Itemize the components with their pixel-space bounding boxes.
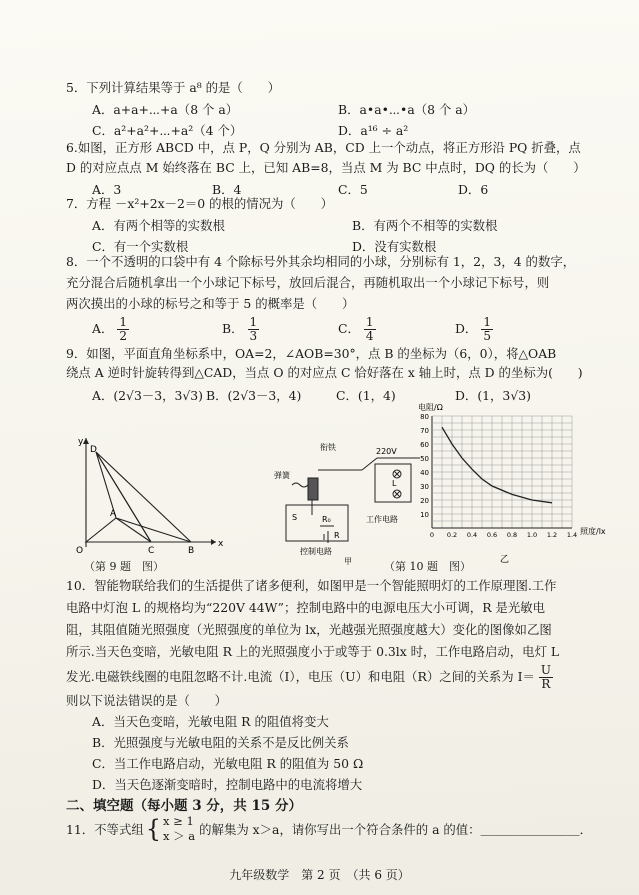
chart-grid (432, 416, 572, 528)
chart-x-tick-label: 1.0 (526, 531, 538, 539)
q8-line3: 两次摸出的小球的标号之和等于 5 的概率是（ ） (66, 296, 355, 311)
q9-line1: 9．如图，平面直角坐标系中，OA=2，∠AOB=30°，点 B 的坐标为（6，0），将△OAB (66, 346, 557, 361)
fig9-caption: （第 9 题 图） (84, 560, 164, 573)
chart-y-tick-label: 30 (420, 483, 429, 491)
figure-10-chart (410, 402, 620, 567)
chart-x-axis-label: 照度/lx (580, 527, 606, 536)
fig10-switch-label: S (292, 513, 298, 522)
q10-option-d: D．当天色逐渐变暗时，控制电路中的电流将增大 (92, 777, 363, 792)
fig9-y-label: y (78, 437, 84, 447)
q5-option-a: A．a+a+⋯+a（8 个 a） (92, 102, 239, 117)
fig9-point-a: A (110, 509, 117, 519)
fig9-point-b: B (188, 546, 195, 556)
page-footer: 九年级数学 第 2 页 （共 6 页） (229, 868, 410, 882)
q10-line2: 电路中灯泡 L 的规格均为“220V 44W”；控制电路中的电源电压大小可调，R 是光敏电 (66, 600, 546, 615)
fig10-r0-label: R₀ (322, 515, 331, 524)
chart-x-tick-label: 0.6 (486, 531, 498, 539)
q11: 11．不等式组 { x ≥ 1 x ＞ a 的解集为 x＞a，请你写出一个符合条件的 a 的值：＿＿＿＿＿＿＿＿． (66, 814, 593, 843)
fig10-iron-label: 衔铁 (320, 443, 336, 452)
q10-option-b: B．光照强度与光敏电阻的关系不是反比例关系 (92, 735, 349, 750)
fig9-point-d: D (90, 445, 97, 455)
q8-option-d: D． $\frac{1}{5}$ (455, 315, 491, 343)
chart-y-tick-label: 10 (420, 511, 429, 519)
figure-9 (66, 432, 226, 572)
chart-ticks (420, 413, 577, 539)
fig10-lamp-label: L (392, 479, 397, 488)
q6-line1: 6.如图，正方形 ABCD 中，点 P，Q 分别为 AB，CD 上一个动点，将正方形沿 PQ 折叠，点 (66, 140, 581, 155)
q6-option-b: B．4 (212, 182, 242, 197)
q5-option-b: B．a•a•⋯•a（8 个 a） (338, 102, 476, 117)
chart-y-tick-label: 40 (420, 469, 429, 477)
q9-line2: 绕点 A 逆时针旋转得到△CAD，当点 O 的对应点 C 恰好落在 x 轴上时，点 D 的坐标为( ) (66, 365, 583, 380)
q6-option-c: C．5 (338, 182, 368, 197)
fig10-spring-label: 弹簧 (274, 471, 290, 480)
fig10-r-label: R (334, 531, 340, 540)
chart-x-tick-label: 0 (429, 531, 435, 539)
q11-condition-2: x ＞ a (163, 829, 196, 843)
chart-x-tick-label: 0.4 (466, 531, 478, 539)
figure-10-circuit (272, 440, 422, 565)
q5-stem: 5．下列计算结果等于 a⁸ 的是（ ） (66, 80, 280, 95)
q6-line2: D 的对应点点 M 始终落在 BC 上，已知 AB=8，当点 M 为 BC 中点时，DQ 的长为（ ） (66, 160, 586, 175)
q9-option-b: B．(2√3－3，4) (206, 388, 302, 403)
q8-line1: 8．一个不透明的口袋中有 4 个除标号外其余均相同的小球，分别标有 1，2，3，4 的数字， (66, 254, 576, 269)
q5-option-d: D．a¹⁶ ÷ a² (338, 123, 409, 138)
q7-option-a: A．有两个相等的实数根 (92, 218, 225, 233)
q8-line2: 充分混合后随机拿出一个小球记下标号，放回后混合，再随机取出一个小球记下标号，则 (66, 275, 550, 290)
fig10-jia-label: 甲 (344, 557, 352, 565)
fig10-work-circuit-label: 工作电路 (366, 515, 398, 524)
q10-line3: 阻，其阻值随光照强度（光照强度的单位为 lx，光越强光照强度越大）变化的图像如乙图 (66, 622, 552, 637)
chart-x-tick-label: 1.4 (566, 531, 578, 539)
section-2-title: 二、填空题（每小题 3 分，共 15 分） (66, 798, 302, 814)
chart-y-tick-label: 20 (420, 497, 429, 505)
q6-option-d: D．6 (458, 182, 489, 197)
q9-option-d: D．(1，3√3) (455, 388, 531, 403)
chart-y-axis-label: 电阻/Ω (418, 403, 443, 412)
q10-line1: 10．智能物联给我们的生活提供了诸多便利，如图甲是一个智能照明灯的工作原理图.工作 (66, 578, 557, 593)
fig9-x-label: x (218, 539, 224, 549)
fig9-point-c: C (148, 546, 155, 556)
q8-option-c: C． $\frac{1}{4}$ (338, 315, 374, 343)
chart-y-tick-label: 50 (420, 455, 429, 463)
q7-option-d: D．没有实数根 (352, 239, 437, 254)
q5-option-c: C．a²+a²+⋯+a²（4 个） (92, 123, 243, 138)
q10-option-a: A．当天色变暗，光敏电阻 R 的阻值将变大 (92, 714, 329, 729)
q11-condition-1: x ≥ 1 (163, 814, 194, 828)
fig10-caption: （第 10 题 图） (384, 560, 471, 573)
chart-y-tick-label: 80 (420, 413, 429, 421)
chart-y-tick-label: 60 (420, 441, 429, 449)
q7-option-c: C．有一个实数根 (92, 239, 189, 254)
chart-x-tick-label: 0.8 (506, 531, 518, 539)
q7-stem: 7．方程 －x²+2x－2＝0 的根的情况为（ ） (66, 196, 333, 211)
fig9-point-o: O (76, 546, 84, 556)
fig10-yi-label: 乙 (500, 555, 510, 565)
chart-x-tick-label: 0.2 (446, 531, 458, 539)
q6-option-a: A．3 (92, 182, 122, 197)
chart-x-tick-label: 1.2 (546, 531, 558, 539)
q8-option-b: B． $\frac{1}{3}$ (222, 315, 258, 343)
q10-line5: 发光.电磁铁线圈的电阻忽略不计.电流（I），电压（U）和电阻（R）之间的关系为 I＝ $\frac{U}{R}$ (66, 663, 551, 691)
fig10-control-circuit-label: 控制电路 (300, 547, 332, 556)
q9-option-c: C．(1，4) (336, 388, 396, 403)
fig10-voltage-label: 220V (376, 447, 397, 456)
q10-line6: 则以下说法错误的是（ ） (66, 693, 228, 708)
chart-y-tick-label: 70 (420, 427, 429, 435)
q10-option-c: C．当工作电路启动，光敏电阻 R 的阻值为 50 Ω (92, 756, 364, 771)
q8-option-a: A． $\frac{1}{2}$ (92, 315, 127, 343)
q10-line4: 所示.当天色变暗，光敏电阻 R 上的光照强度小于或等于 0.3lx 时，工作电路启动，电灯 L (66, 644, 560, 659)
q7-option-b: B．有两个不相等的实数根 (352, 218, 498, 233)
q9-option-a: A．(2√3－3，3√3) (92, 388, 203, 403)
